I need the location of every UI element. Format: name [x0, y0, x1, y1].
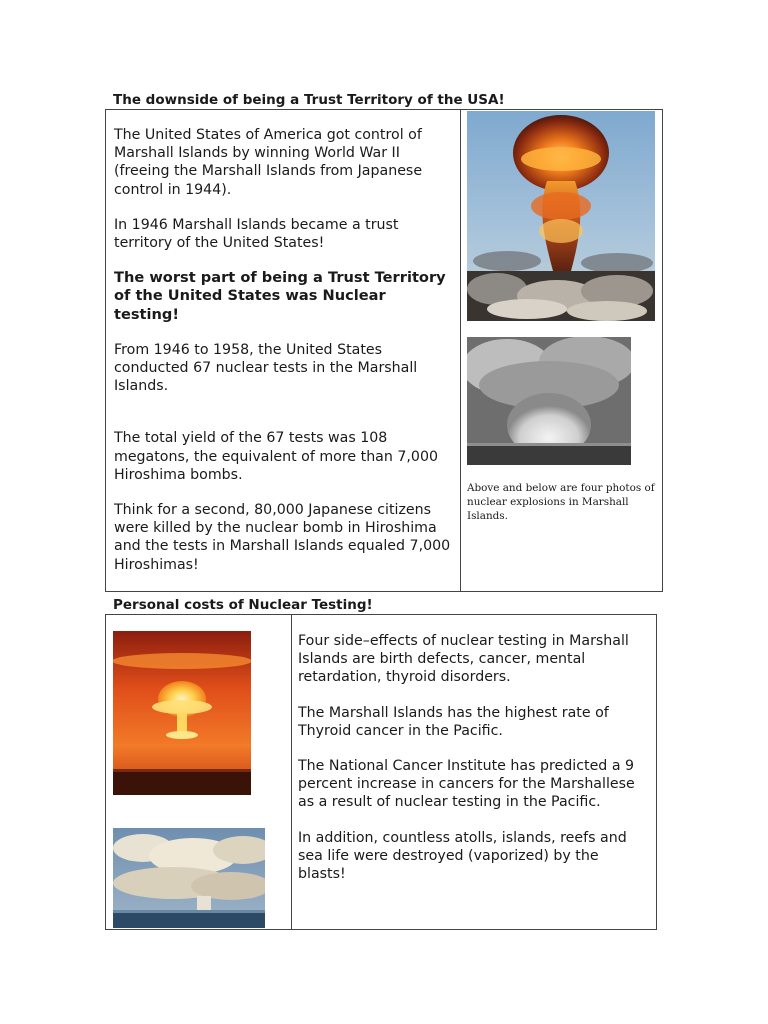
section-2-heading: Personal costs of Nuclear Testing!	[113, 597, 373, 613]
personal-costs-table	[105, 614, 657, 930]
paragraph-wwii-control: The United States of America got control of Marshall Islands by winning World War II (freeing the Marshall Islands from Japanese control in 1944).	[114, 127, 423, 198]
trust-territory-table	[105, 109, 663, 592]
paragraph-side-effects: Four side–effects of nuclear testing in Marshall Islands are birth defects, cancer, mental retardation, thyroid disorders.	[298, 633, 629, 686]
trust-territory-photo-cell	[461, 110, 663, 592]
dome-explosion-photo	[467, 337, 631, 465]
paragraph-trust-territory-1946: In 1946 Marshall Islands became a trust territory of the United States!	[114, 216, 399, 252]
personal-costs-photo-cell	[106, 615, 292, 930]
personal-costs-text-cell	[292, 615, 657, 930]
paragraph-67-tests: From 1946 to 1958, the United States conducted 67 nuclear tests in the Marshall Islands.	[114, 341, 418, 395]
paragraph-cancer-prediction: The National Cancer Institute has predicted a 9 percent increase in cancers for the Marshallese as a result of nuclear testing in the Pacific.	[298, 758, 635, 811]
section-1-heading: The downside of being a Trust Territory of the USA!	[113, 92, 505, 108]
trust-territory-text-cell	[106, 110, 461, 592]
paragraph-worst-part: The worst part of being a Trust Territory of the United States was Nuclear testing!	[114, 269, 446, 323]
paragraph-thyroid-rate: The Marshall Islands has the highest rate of Thyroid cancer in the Pacific.	[298, 704, 609, 739]
paragraph-hiroshima-comparison: Think for a second, 80,000 Japanese citizens were killed by the nuclear bomb in Hiroshima and the tests in Marshall Islands equaled 7,000 Hiroshimas!	[114, 502, 451, 573]
ocean-cloud-photo	[113, 828, 265, 928]
fireball-photo	[113, 631, 251, 795]
paragraph-total-yield: The total yield of the 67 tests was 108 megatons, the equivalent of more than 7,000 Hiroshima bombs.	[114, 430, 438, 483]
mushroom-cloud-photo	[467, 111, 655, 321]
photo-caption: Above and below are four photos of nuclear explosions in Marshall Islands.	[467, 482, 655, 522]
paragraph-atolls-destroyed: In addition, countless atolls, islands, reefs and sea life were destroyed (vaporized) by the blasts!	[298, 829, 627, 883]
